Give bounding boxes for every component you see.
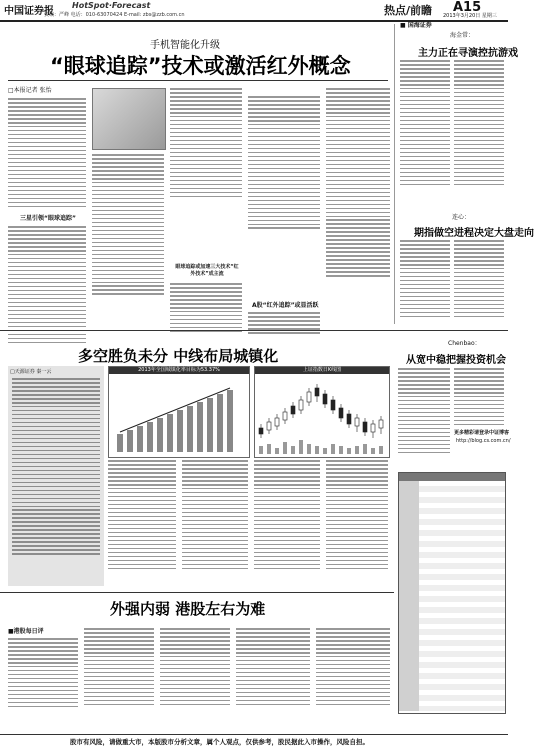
right-mid-headline: 期指做空进程决定大盘走向 <box>414 228 534 239</box>
data-table-header <box>399 473 505 481</box>
data-table <box>398 472 506 714</box>
rb-col-2 <box>454 368 504 428</box>
newspaper-logo: 中国证券报 <box>4 6 54 17</box>
section-english: HotSpot·Forecast <box>72 1 151 10</box>
bottom-col-4 <box>236 628 310 708</box>
right-top-col-2 <box>454 60 504 188</box>
blog-label: 更多精彩请登录中证博客 <box>454 430 510 436</box>
article-col-1b <box>8 226 86 346</box>
urbanization-chart <box>108 366 250 458</box>
urbanization-chart-plot <box>109 374 249 456</box>
article-kicker: 手机智能化升级 <box>150 40 220 51</box>
bottom-tag: ■港股每日评 <box>8 628 44 635</box>
masthead <box>0 0 508 20</box>
bottom-divider <box>0 592 394 593</box>
mid-col-1 <box>108 460 176 572</box>
issue-date: 2013年3月20日 星期三 <box>443 13 497 19</box>
headline-underline <box>8 80 388 81</box>
article-subhead-1: 三星引领“眼球追踪” <box>20 215 76 222</box>
right-article-tag: ■ 国海证券 <box>400 22 432 29</box>
table-group-band <box>399 481 419 711</box>
mid-article-headline: 多空胜负未分 中线布局城镇化 <box>78 347 279 365</box>
mid-col-3 <box>254 460 320 572</box>
right-article-author: 海金常： <box>450 32 475 39</box>
right-mid-col-1 <box>400 240 450 320</box>
bottom-col-5 <box>316 628 390 708</box>
article-col-4 <box>248 96 320 231</box>
footer-rule <box>0 734 508 735</box>
article-col-3 <box>170 88 242 200</box>
article-col-3b <box>170 283 242 335</box>
phone-photo <box>92 88 166 150</box>
sidebar-text <box>12 378 100 557</box>
article-headline: “眼球追踪”技术或激活红外概念 <box>50 54 351 78</box>
index-kline-chart-title: 上证指数日K线图 <box>255 367 389 374</box>
index-kline-plot <box>255 374 389 456</box>
mid-col-4 <box>326 460 388 572</box>
column-divider <box>394 24 395 324</box>
article-byline: □本报记者 张怡 <box>8 87 52 94</box>
right-article-headline: 主力正在寻演控抗游戏 <box>418 48 518 59</box>
rb-col-1 <box>398 368 450 456</box>
right-mid-col-2 <box>454 240 504 320</box>
index-kline-chart <box>254 366 390 458</box>
right-mid-author: 连心： <box>452 214 471 221</box>
editor-info: 责编：严峰 电话：010-63070424 E-mail: zbs@zzb.com.cn <box>44 12 185 18</box>
data-table-body <box>399 481 505 711</box>
rb-headline: 从宽中稳把握投资机会 <box>406 355 506 366</box>
footer-disclaimer: 股市有风险，请做重大市，本版股市分析文章，属个人观点，仅供参考，股民据此入市操作，风险自担。 <box>70 738 369 746</box>
section-title: 热点/前瞻 <box>384 4 433 17</box>
article-subhead-2: 眼球追踪或加速三大技术“红外技术”成主流 <box>175 264 239 277</box>
page-number: A15 <box>453 0 482 15</box>
article-subhead-3: A股“红外追踪”或显活跃 <box>252 302 319 309</box>
bottom-col-3 <box>160 628 230 708</box>
urbanization-chart-title: 2013年全国城镇化率目标为53.37% <box>109 367 249 374</box>
bottom-headline: 外强内弱 港股左右为难 <box>110 600 266 618</box>
blog-url[interactable]: http://blog.cs.com.cn/ <box>456 438 511 444</box>
bottom-col-2 <box>84 628 154 708</box>
article-col-2 <box>92 154 164 297</box>
mid-author-note: □天源证券 秦一云 <box>10 369 52 375</box>
article-col-4b <box>248 312 320 336</box>
article-col-5 <box>326 88 390 279</box>
right-top-col-1 <box>400 60 450 188</box>
rb-author: Chenbao： <box>448 340 481 347</box>
article-col-1 <box>8 98 86 210</box>
bottom-col-1 <box>8 638 78 710</box>
section-divider <box>0 330 508 331</box>
mid-col-2 <box>182 460 248 572</box>
chart-bars <box>117 390 233 452</box>
